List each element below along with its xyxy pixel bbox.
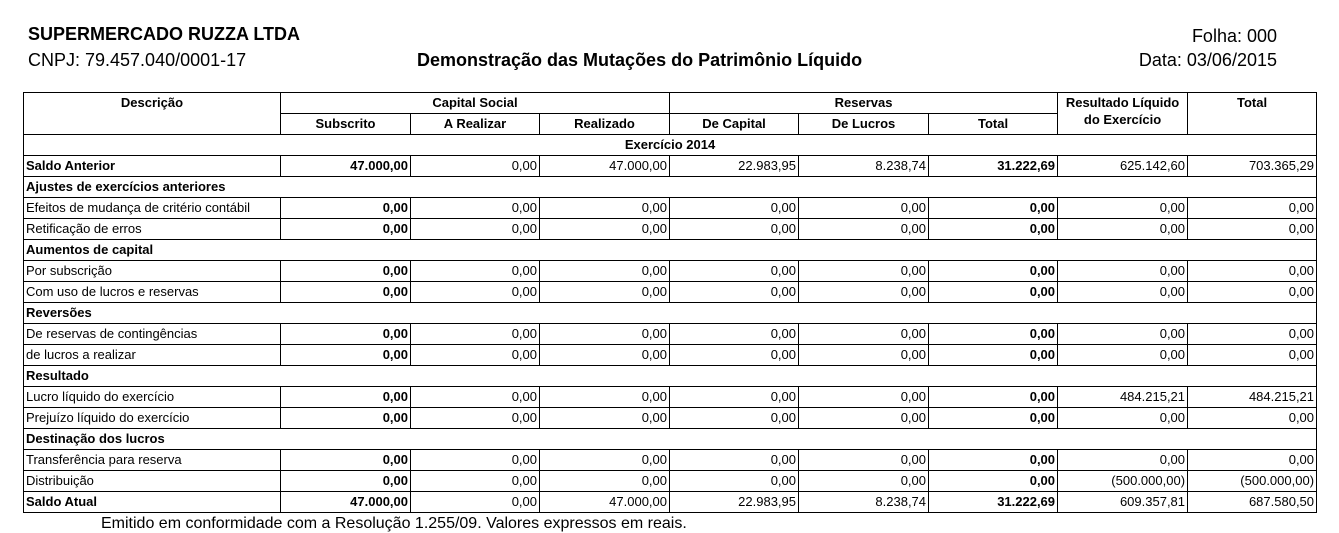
value-cell: 0,00 [281,450,411,471]
value-cell: 0,00 [540,345,670,366]
section-row [24,429,1317,450]
table-row [24,387,1317,408]
value-cell: 0,00 [411,450,540,471]
value-cell: 0,00 [281,261,411,282]
value-cell: 0,00 [799,408,929,429]
row-label: Saldo Anterior [24,156,281,177]
value-cell: 0,00 [411,408,540,429]
table-row [24,198,1317,219]
table-row [24,345,1317,366]
value-cell: 0,00 [411,387,540,408]
value-cell: 0,00 [1058,198,1188,219]
row-label: Transferência para reserva [24,450,281,471]
value-cell: 0,00 [929,471,1058,492]
value-cell: 0,00 [670,282,799,303]
value-cell: 0,00 [799,450,929,471]
value-cell: 8.238,74 [799,492,929,513]
table-row [24,471,1317,492]
value-cell: 0,00 [670,408,799,429]
value-cell: 0,00 [670,261,799,282]
value-cell: 0,00 [929,219,1058,240]
row-label: De reservas de contingências [24,324,281,345]
value-cell: 0,00 [411,471,540,492]
table-row [24,282,1317,303]
value-cell: 0,00 [1188,261,1317,282]
value-cell: 8.238,74 [799,156,929,177]
row-label: Retificação de erros [24,219,281,240]
value-cell: 0,00 [411,345,540,366]
value-cell: 0,00 [929,408,1058,429]
value-cell: 47.000,00 [540,492,670,513]
value-cell: 47.000,00 [281,156,411,177]
col-header-reservas-total: Total [929,114,1058,135]
value-cell: 0,00 [411,261,540,282]
value-cell: 0,00 [670,198,799,219]
col-header-resultado [1058,93,1188,135]
value-cell: 0,00 [1188,219,1317,240]
value-cell: 0,00 [799,471,929,492]
value-cell: 0,00 [670,324,799,345]
table-row [24,156,1317,177]
section-label: Destinação dos lucros [24,429,1317,450]
footer-note: Emitido em conformidade com a Resolução 1.255/09. Valores expressos em reais. [101,515,687,532]
value-cell: 0,00 [540,198,670,219]
value-cell: 0,00 [1188,345,1317,366]
value-cell: 0,00 [929,387,1058,408]
col-header-de-lucros: De Lucros [799,114,929,135]
value-cell: 0,00 [411,156,540,177]
value-cell: 0,00 [281,408,411,429]
value-cell: 0,00 [929,345,1058,366]
value-cell: 703.365,29 [1188,156,1317,177]
table-row [24,408,1317,429]
value-cell: 0,00 [411,198,540,219]
value-cell: 0,00 [670,219,799,240]
value-cell: 0,00 [281,324,411,345]
row-label: Distribuição [24,471,281,492]
value-cell: 0,00 [929,324,1058,345]
section-label: Resultado [24,366,1317,387]
value-cell: 0,00 [281,345,411,366]
row-label: Saldo Atual [24,492,281,513]
value-cell: 22.983,95 [670,156,799,177]
value-cell: 0,00 [1058,261,1188,282]
col-header-reservas: Reservas [670,93,1058,114]
section-label: Ajustes de exercícios anteriores [24,177,1317,198]
section-row [24,240,1317,261]
value-cell: 0,00 [799,387,929,408]
col-header-a-realizar: A Realizar [411,114,540,135]
value-cell: 0,00 [799,198,929,219]
value-cell: 0,00 [1058,324,1188,345]
value-cell: 0,00 [1188,282,1317,303]
value-cell: 484.215,21 [1188,387,1317,408]
value-cell: 0,00 [799,282,929,303]
col-header-total: Total [1188,93,1317,135]
section-label: Aumentos de capital [24,240,1317,261]
value-cell: 0,00 [281,219,411,240]
value-cell: 625.142,60 [1058,156,1188,177]
header-row-groups [24,93,1317,114]
value-cell: 0,00 [540,261,670,282]
value-cell: 31.222,69 [929,156,1058,177]
value-cell: 0,00 [1058,450,1188,471]
company-cnpj: CNPJ: 79.457.040/0001-17 [28,50,247,70]
value-cell: 22.983,95 [670,492,799,513]
value-cell: 687.580,50 [1188,492,1317,513]
col-header-de-capital: De Capital [670,114,799,135]
col-header-resultado-line2: do Exercício [1083,112,1162,127]
value-cell: 47.000,00 [281,492,411,513]
company-name: SUPERMERCADO RUZZA LTDA [28,24,300,44]
table-row [24,261,1317,282]
value-cell: 0,00 [670,345,799,366]
value-cell: 31.222,69 [929,492,1058,513]
value-cell: 0,00 [411,492,540,513]
row-label: Efeitos de mudança de critério contábil [24,198,281,219]
value-cell: 0,00 [1188,450,1317,471]
value-cell: 0,00 [540,387,670,408]
section-row [24,303,1317,324]
report-title: Demonstração das Mutações do Patrimônio Líquido [417,50,863,70]
value-cell: 0,00 [1188,324,1317,345]
year-row [24,135,1317,156]
value-cell: 0,00 [1058,219,1188,240]
value-cell: 0,00 [1058,282,1188,303]
value-cell: 0,00 [540,471,670,492]
section-row [24,366,1317,387]
value-cell: 0,00 [281,198,411,219]
col-header-descricao: Descrição [24,93,281,135]
col-header-capital-social: Capital Social [281,93,670,114]
value-cell: 0,00 [799,345,929,366]
value-cell: 0,00 [1058,345,1188,366]
row-label: Com uso de lucros e reservas [24,282,281,303]
value-cell: 47.000,00 [540,156,670,177]
value-cell: 0,00 [929,261,1058,282]
value-cell: 484.215,21 [1058,387,1188,408]
value-cell: 0,00 [540,219,670,240]
value-cell: 0,00 [411,219,540,240]
value-cell: (500.000,00) [1058,471,1188,492]
row-label: Lucro líquido do exercício [24,387,281,408]
section-label: Reversões [24,303,1317,324]
value-cell: 0,00 [799,219,929,240]
value-cell: 0,00 [281,282,411,303]
value-cell: 0,00 [670,387,799,408]
value-cell: 0,00 [1188,198,1317,219]
value-cell: 0,00 [929,282,1058,303]
row-label: Prejuízo líquido do exercício [24,408,281,429]
value-cell: 0,00 [670,471,799,492]
value-cell: 0,00 [540,282,670,303]
value-cell: (500.000,00) [1188,471,1317,492]
year-label: Exercício 2014 [24,135,1317,156]
value-cell: 0,00 [281,387,411,408]
col-header-subscrito: Subscrito [281,114,411,135]
table-row [24,219,1317,240]
col-header-resultado-line1: Resultado Líquido [1065,95,1180,110]
table-row [24,324,1317,345]
value-cell: 0,00 [281,471,411,492]
report-date: Data: 03/06/2015 [1138,50,1277,70]
value-cell: 0,00 [929,450,1058,471]
value-cell: 0,00 [540,408,670,429]
row-label: de lucros a realizar [24,345,281,366]
table-row [24,492,1317,513]
value-cell: 0,00 [411,324,540,345]
value-cell: 0,00 [540,450,670,471]
value-cell: 0,00 [1058,408,1188,429]
row-label: Por subscrição [24,261,281,282]
value-cell: 0,00 [929,198,1058,219]
table-row [24,450,1317,471]
value-cell: 0,00 [411,282,540,303]
col-header-realizado: Realizado [540,114,670,135]
equity-changes-table [23,92,1317,513]
section-row [24,177,1317,198]
value-cell: 0,00 [540,324,670,345]
page-number: Folha: 000 [1191,26,1277,46]
value-cell: 609.357,81 [1058,492,1188,513]
value-cell: 0,00 [799,324,929,345]
value-cell: 0,00 [1188,408,1317,429]
value-cell: 0,00 [799,261,929,282]
value-cell: 0,00 [670,450,799,471]
